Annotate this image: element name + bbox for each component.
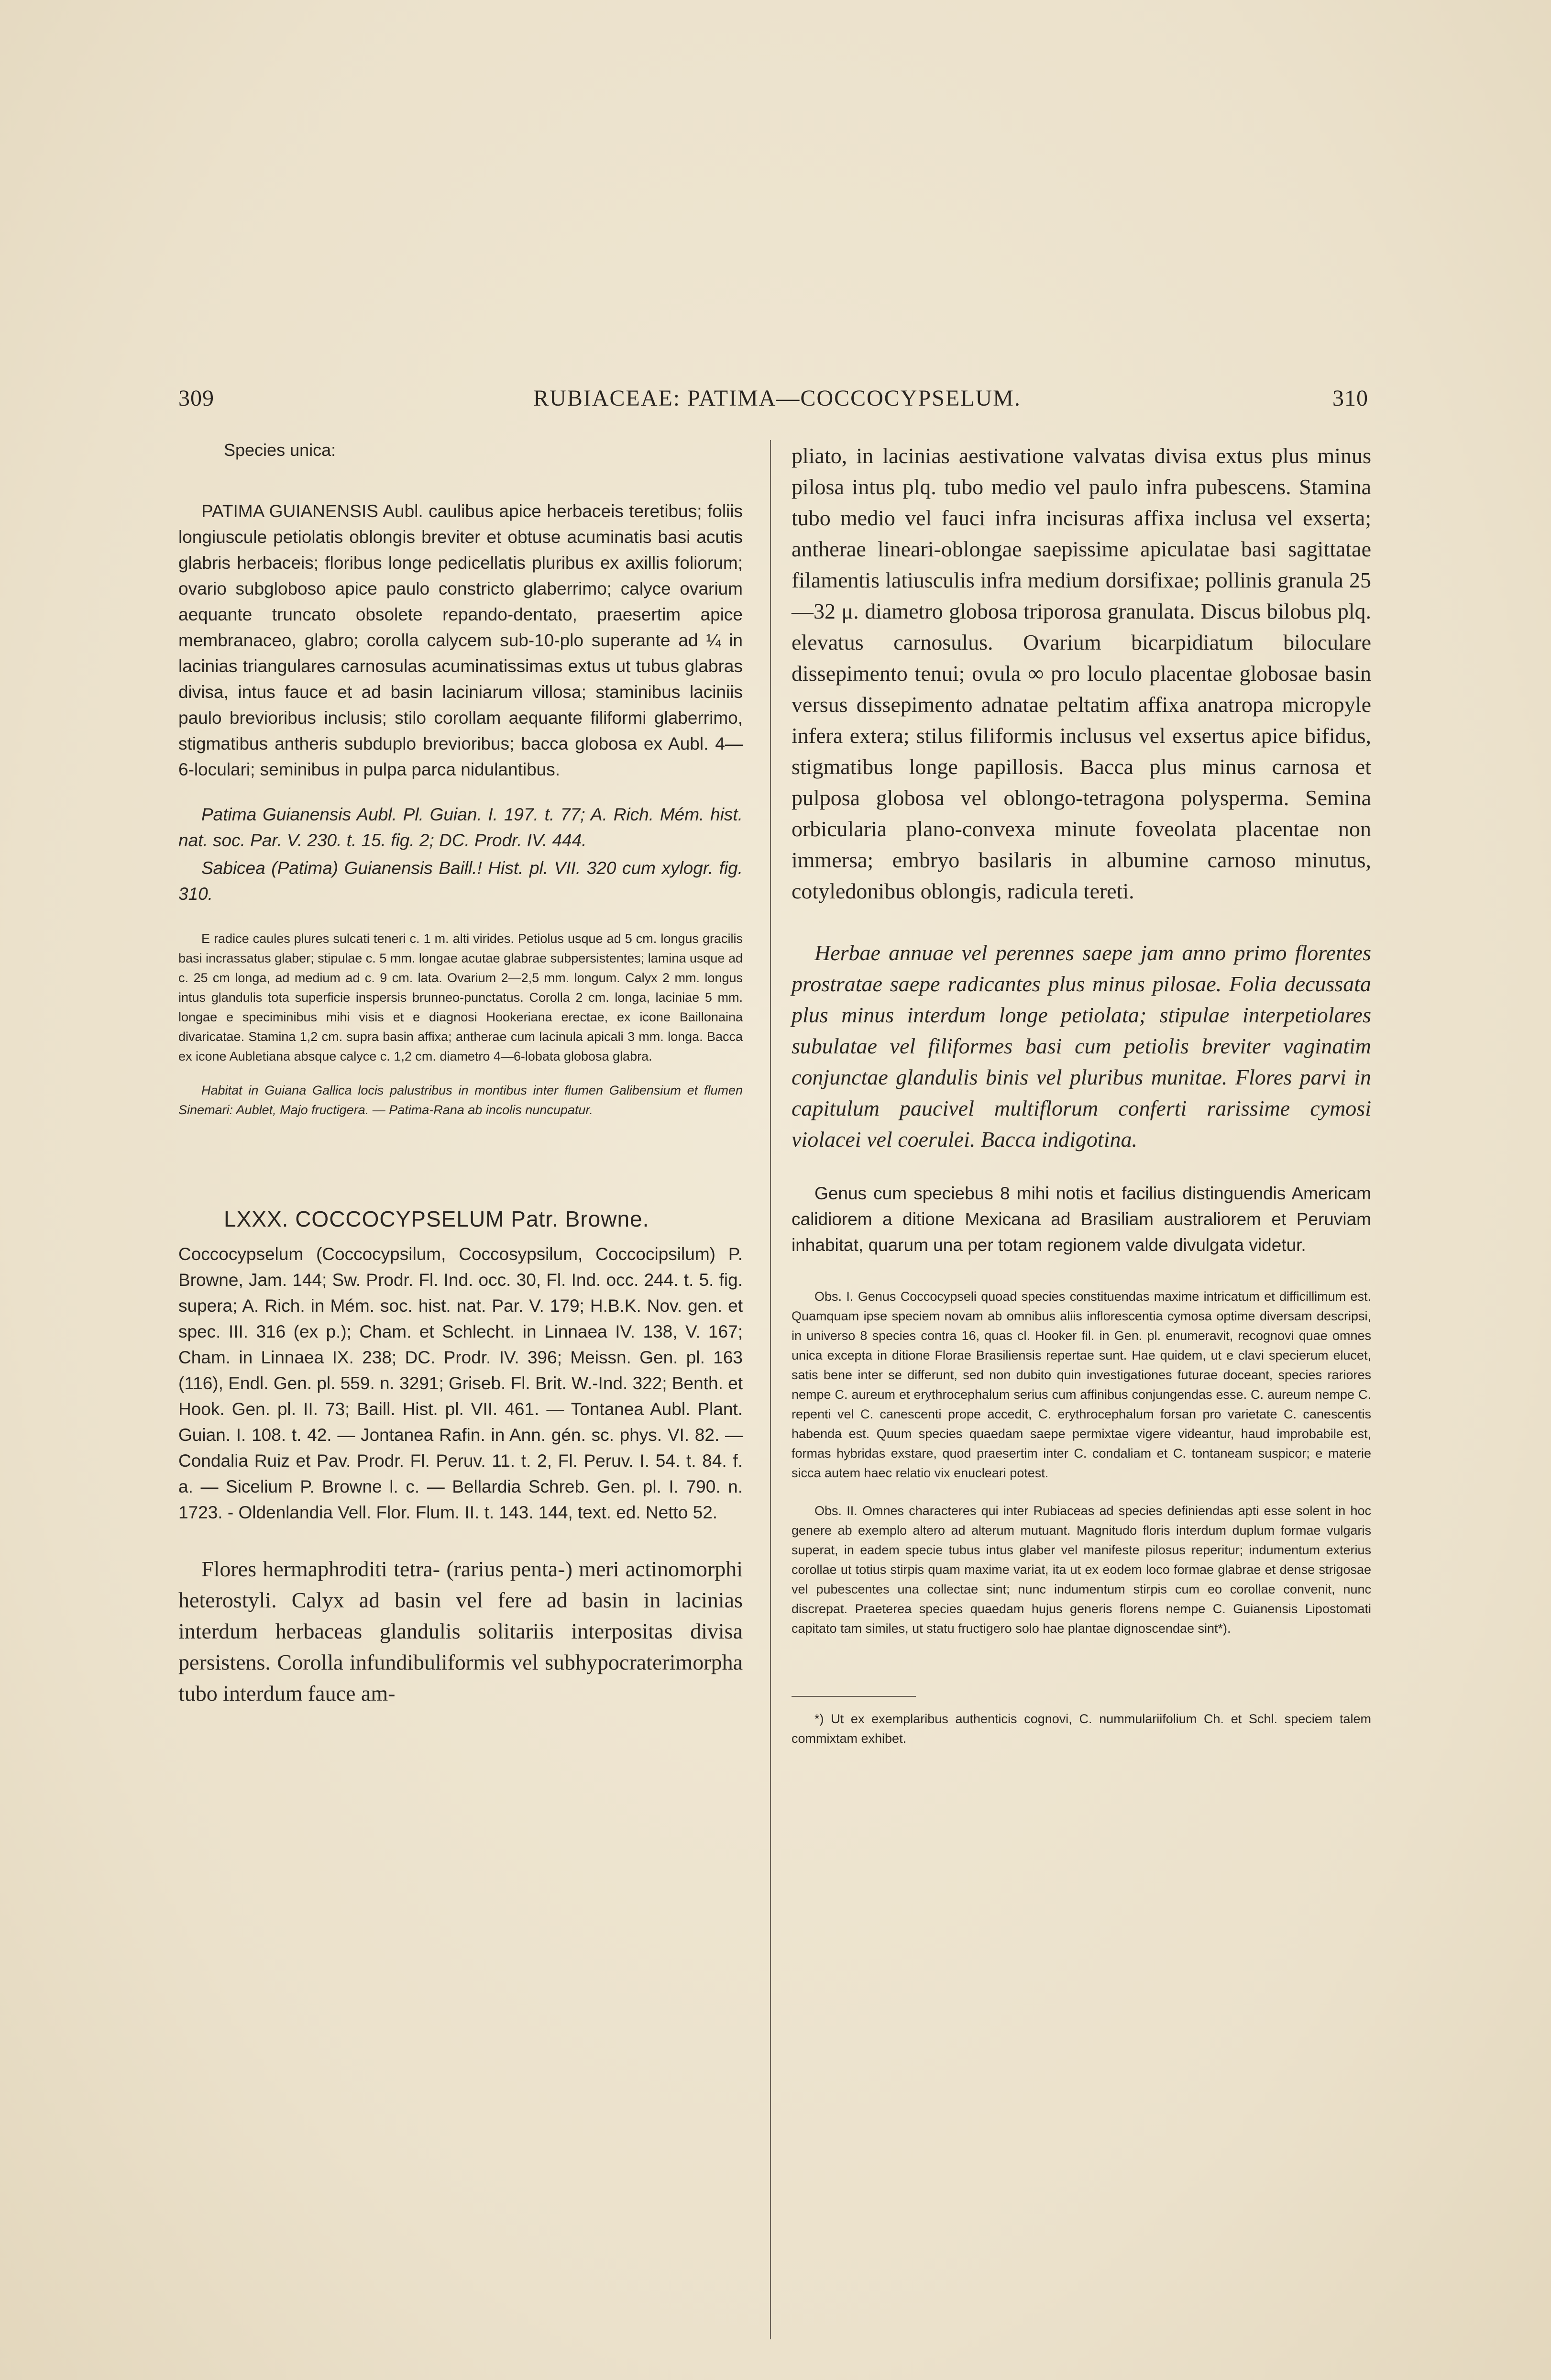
patima-detailed-description: E radice caules plures sulcati teneri c. 1 m. alti virides. Petiolus usque ad 5 cm. longus gracilis basi incrassatus glaber; stipulae c. 5 mm. longae acutae glabrae subpersistentes; lamina usque ad c. 25 cm longa, ad medium ad c. 9 cm. lata. Ovarium 2—2,5 mm. longum. Calyx 2 mm. longus intus glandulis tota superficie inspersis brunneo-punctatus. Corolla 2 cm. longa, laciniae 5 mm. longae e speciminibus mihi visis et e diagnosi Hookeriana erectae, ex icone Baillonaina divaricatae. Stamina 1,2 cm. supra basin affixa; antherae cum lacinula apicali 3 mm. longa. Bacca ex icone Aubletiana absque calyce c. 1,2 cm. diametro 4—6-lobata globosa glabra. xyxy=(178,931,743,1063)
genus-synonymy: Coccocypselum (Coccocypsilum, Coccosypsilum, Coccocipsilum) P. Browne, Jam. 144; Sw. Prodr. Fl. Ind. occ. 30, Fl. Ind. occ. 244. t. 5. fig. supera; A. Rich. in Mém. soc. hist. nat. Par. V. 179; H.B.K. Nov. gen. et spec. III. 316 (ex p.); Cham. et Schlecht. in Linnaea IV. 138, V. 167; Cham. in Linnaea IX. 238; DC. Prodr. IV. 396; Meissn. Gen. pl. 163 (116), Endl. Gen. pl. 559. n. 3291; Griseb. Fl. Brit. W.-Ind. 322; Benth. et Hook. Gen. pl. II. 73; Baill. Hist. pl. VII. 461. — Tontanea Aubl. Plant. Guian. I. 108. t. 42. — Jontanea Rafin. in Ann. gén. sc. phys. VI. 82. — Condalia Ruiz et Pav. Prodr. Fl. Peruv. 11. t. 2, Fl. Peruv. I. 54. t. 84. f. a. — Sicelium P. Browne l. c. — Bellardia Schreb. Gen. pl. I. 790. n. 1723. - Oldenlandia Vell. Flor. Flum. II. t. 143. 144, text. ed. Netto 52. xyxy=(178,1244,743,1522)
patima-description: PATIMA GUIANENSIS Aubl. caulibus apice herbaceis teretibus; foliis longiuscule petiolatis oblongis breviter et obtuse acuminatis basi acutis glabris herbaceis; floribus longe pedicellatis pluribus ex axillis foliorum; ovario subgloboso apice paulo constricto glaberrimo; calyce ovarium aequante truncato obsolete repando-dentato, praesertim apice membranaceo, glabro; corolla calycem sub-10-plo superante ad ¼ in lacinias triangulares carnosulas acuminatissimas extus ut tubus glabras divisa, intus fauce et ad basin laciniarum villosa; staminibus laciniis paulo brevioribus inclusis; stilo corollam aequante filiformi glaberrimo, stigmatibus antheris subduplo brevioribus; bacca globosa ex Aubl. 4—6-loculari; seminibus in pulpa parca nidulantibus. xyxy=(178,501,743,779)
flores-description: Flores hermaphroditi tetra- (rarius penta-) meri actinomorphi heterostyli. Calyx ad basin vel fere ad basin in lacinias interdum herbaceas glandulis solitariis interpositas divisa persistens. Corolla infundibuliformis vel subhypocraterimorpha tubo interdum fauce am- xyxy=(178,1557,743,1705)
genus-description-continued: pliato, in lacinias aestivatione valvatas divisa extus plus minus pilosa intus plq. tubo medio vel paulo infra pubescens. Stamina tubo medio vel fauci infra incisuras affixa inclusa vel exserta; antherae lineari-oblongae saepissime apiculatae basi sagittatae filamentis latiusculis infra medium dorsifixae; pollinis granula 25—32 μ. diametro globosa triporosa granulata. Discus bilobus plq. elevatus carnosulus. Ovarium bicarpidiatum biloculare dissepimento tenui; ovula ∞ pro loculo placentae globosae basin versus dissepimento adnatae peltatim affixa anatropa micropyle infera extera; stilus filiformis inclusus vel exsertus apice bifidus, stigmatibus longe papillosis. Bacca plus minus carnosa et pulposa globosa vel oblongo-tetragona polysperma. Semina orbicularia plano-convexa minute foveolata placentae non immersa; embryo basilaris in albumine carnoso minutus, cotyledonibus oblongis, radicula tereti. xyxy=(792,443,1371,903)
footnote-text: *) Ut ex exemplaribus authenticis cognovi, C. nummulariifolium Ch. et Schl. speciem talem commixtam exhibet. xyxy=(792,1712,1371,1746)
footnote-rule xyxy=(792,1696,916,1697)
observation-two: Obs. II. Omnes characteres qui inter Rubiaceas ad species definiendas apti esse solent in hoc genere ab exemplo altero ad alterum mutuant. Magnitudo floris interdum duplum formae vulgaris superat, in eadem specie tubus intus glaber vel manifeste pilosus reperitur; indumentum exterius corollae ut totius stirpis quam maxime variat, ita ut ex eodem loco formae glabrae et dense strigosae vel pubescentes una collectae sint; nunc indumentum stirpis cum eo corollae convenit, nunc discrepat. Praeterea species quaedam hujus generis florens nempe C. Guianensis Lipostomati capitato tam similes, ut statu fructigero solo hae plantae dignoscendae sint*). xyxy=(792,1504,1371,1636)
running-title: RUBIACEAE: PATIMA—COCCOCYPSELUM. xyxy=(533,386,1021,411)
right-column xyxy=(792,440,1371,1749)
footnote-block xyxy=(792,1696,1371,1749)
column-divider xyxy=(770,440,771,2339)
patima-sabicea-reference: Sabicea (Patima) Guianensis Baill.! Hist. pl. VII. 320 cum xylogr. fig. 310. xyxy=(178,858,743,904)
patima-habitat: Habitat in Guiana Gallica locis palustribus in montibus inter flumen Galibensium et flumen Sinemari: Aublet, Majo fructigera. — Patima-Rana ab incolis nuncupatur. xyxy=(178,1083,743,1117)
genus-heading: LXXX. COCCOCYPSELUM Patr. Browne. xyxy=(224,1207,649,1231)
genus-distribution: Genus cum speciebus 8 mihi notis et facilius distinguendis Americam calidiorem a ditione Mexicana ad Brasiliam australiorem et Peruviam inhabitat, quarum una per totam regionem valde divulgata videtur. xyxy=(792,1184,1371,1255)
page-number-right: 310 xyxy=(1332,386,1368,411)
page-number-left: 309 xyxy=(178,386,214,411)
herbae-paragraph: Herbae annuae vel perennes saepe jam anno primo florentes prostratae saepe radicantes plus minus pilosae. Folia decussata plus minus interdum longe petiolata; stipulae interpetiolares subulatae vel filiformes basi cum petiolis breviter vaginatim conjunctae glandulis binis vel pluribus munitae. Flores parvi in capitulum paucivel multiflorum conferti rarissime cymosi violacei vel coerulei. Bacca indigotina. xyxy=(792,941,1371,1151)
patima-references: Patima Guianensis Aubl. Pl. Guian. I. 197. t. 77; A. Rich. Mém. hist. nat. soc. Par. V. 230. t. 15. fig. 2; DC. Prodr. IV. 444. xyxy=(178,805,743,850)
species-unica-heading: Species unica: xyxy=(224,440,336,460)
left-column xyxy=(178,440,743,1709)
observation-one: Obs. I. Genus Coccocypseli quoad species constituendas maxime intricatum et difficillimum est. Quamquam ipse speciem novam ab omnibus aliis inflorescentia cymosa optime diversam descripsi, in universo 8 species contra 16, quas cl. Hooker fil. in Gen. pl. enumeravit, recognovi quae omnes unica excepta in ditione Florae Brasiliensis repertae sunt. Hae quidem, ut e clavi specierum elucet, satis bene inter se differunt, sed non dubito quin investigationes futurae doceant, species rariores nempe C. aureum et erythrocephalum serius cum affinibus conjungendas esse. C. aureum nempe C. repenti vel C. canescenti prope accedit, C. erythrocephalum forsan pro varietate C. canescentis habenda est. Quum species quaedam saepe permixtae vigere videantur, haud improbabile est, formas hybridas exstare, quod praesertim inter C. condaliam et C. tontaneam suspicor; e materie sicca autem haec relatio vix enucleari potest. xyxy=(792,1289,1371,1480)
